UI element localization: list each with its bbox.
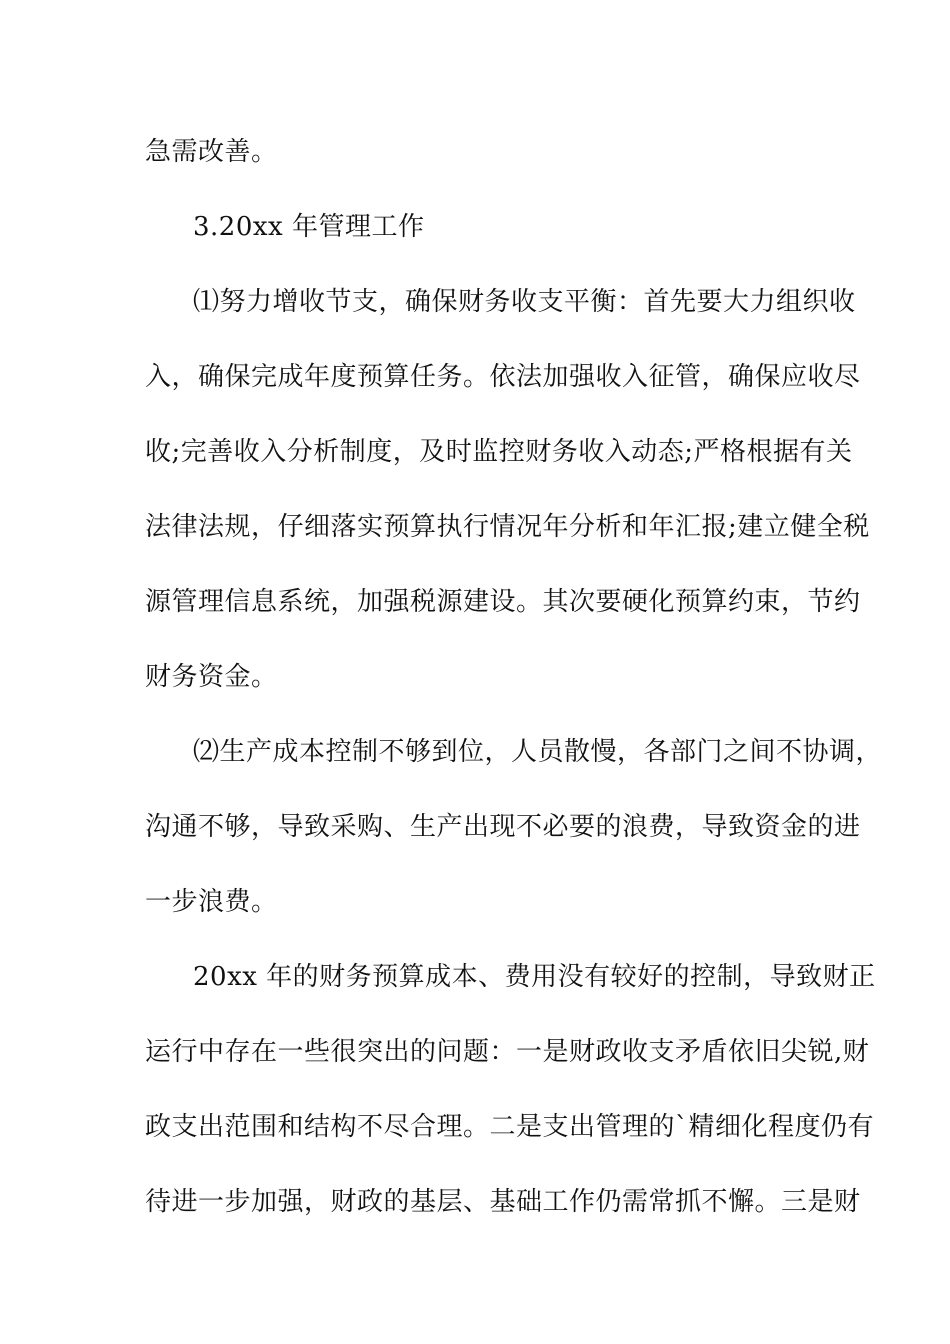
text-line: 待进一步加强，财政的基层、基础工作仍需常抓不懈。三是财 <box>145 1187 861 1217</box>
text-line: 沟通不够，导致采购、生产出现不必要的浪费，导致资金的进 <box>145 812 861 842</box>
text-line: ⑵生产成本控制不够到位，人员散慢，各部门之间不协调， <box>193 737 883 767</box>
text-line: 政支出范围和结构不尽合理。二是支出管理的`精细化程度仍有 <box>145 1112 875 1142</box>
section-heading: 3.20xx 年管理工作 <box>193 212 425 242</box>
text-line: 源管理信息系统，加强税源建设。其次要硬化预算约束，节约 <box>145 587 861 617</box>
text-line: 急需改善。 <box>145 137 278 167</box>
text-line: 20xx 年的财务预算成本、费用没有较好的控制，导致财正 <box>193 962 876 992</box>
text-line: 入，确保完成年度预算任务。依法加强收入征管，确保应收尽 <box>145 362 861 392</box>
text-line: 一步浪费。 <box>145 887 278 917</box>
text-line: 收;完善收入分析制度，及时监控财务收入动态;严格根据有关 <box>145 437 853 467</box>
text-line: ⑴努力增收节支，确保财务收支平衡：首先要大力组织收 <box>193 287 856 317</box>
text-line: 运行中存在一些很突出的问题：一是财政收支矛盾依旧尖锐,财 <box>145 1037 870 1067</box>
text-line: 财务资金。 <box>145 662 278 692</box>
text-line: 法律法规，仔细落实预算执行情况年分析和年汇报;建立健全税 <box>145 512 870 542</box>
